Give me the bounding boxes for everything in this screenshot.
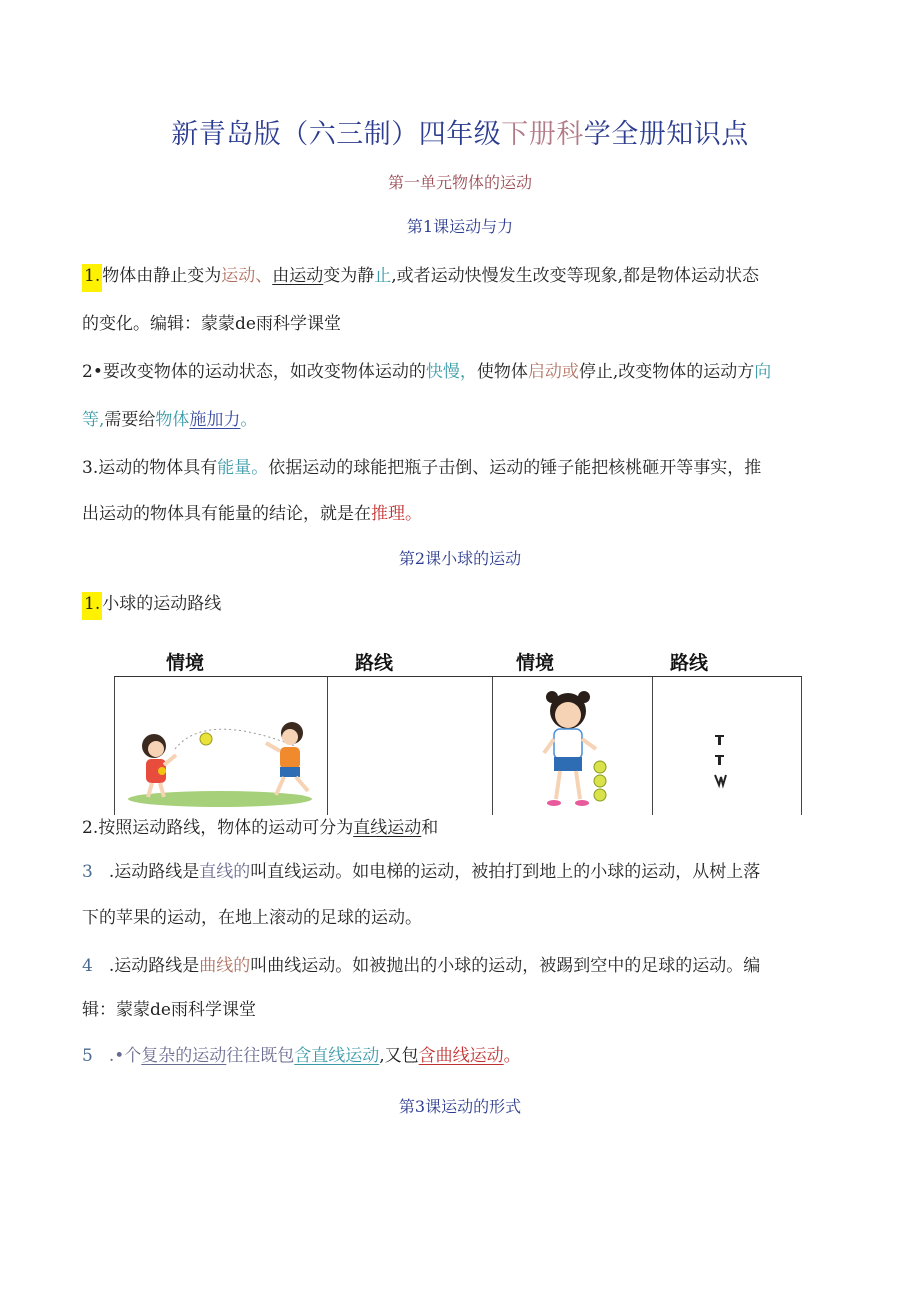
table-header-scene-1: 情境 xyxy=(166,653,205,674)
table-header-route-1: 路线 xyxy=(355,653,394,674)
vertical-route-marks xyxy=(714,733,728,791)
lesson2-point-5: 5 .•个复杂的运动往往既包含直线运动,又包含曲线运动。 xyxy=(82,1046,521,1066)
lesson1-point-2-line2: 等,需要给物体施加力。 xyxy=(82,410,258,430)
lesson1-point-3-line2: 出运动的物体具有能量的结论，就是在推理。 xyxy=(82,504,422,524)
unit-title: 第一单元物体的运动 xyxy=(387,173,532,192)
lesson1-point-1: 1. 物体由静止变为运动、由运动变为静止,或者运动快慢发生改变等现象,都是物体运动状态 xyxy=(82,252,842,300)
lesson1-point-1-line2: 的变化。编辑：蒙蒙de雨科学课堂 xyxy=(82,314,341,334)
lesson1-point-3: 3.运动的物体具有能量。依据运动的球能把瓶子击倒、运动的锤子能把核桃砸开等事实，推 xyxy=(82,458,762,478)
route-table xyxy=(114,676,802,815)
lesson2-point-1: 1. 小球的运动路线 xyxy=(82,580,842,628)
lesson2-point-3-line2: 下的苹果的运动，在地上滚动的足球的运动。 xyxy=(82,908,422,928)
lesson2-title: 第2课小球的运动 xyxy=(398,549,522,568)
lesson2-point-4: 4 .运动路线是曲线的叫曲线运动。如被抛出的小球的运动，被踢到空中的足球的运动。编 xyxy=(82,956,761,976)
lesson2-point-4-line2: 辑：蒙蒙de雨科学课堂 xyxy=(82,1000,256,1020)
girl-bouncing-ball-illustration xyxy=(512,683,648,813)
lesson2-point-2: 2.按照运动路线，物体的运动可分为直线运动和 xyxy=(82,818,439,838)
page-title: 新青岛版（六三制）四年级下册科学全册知识点 xyxy=(171,119,749,150)
lesson1-point-2: 2•要改变物体的运动状态，如改变物体运动的快慢，使物体启动或停止,改变物体的运动方向 xyxy=(82,362,772,382)
lesson1-title: 第1课运动与力 xyxy=(406,217,514,236)
kids-throwing-ball-illustration xyxy=(120,691,324,813)
table-header-route-2: 路线 xyxy=(670,653,709,674)
table-header-scene-2: 情境 xyxy=(516,653,555,674)
lesson3-title: 第3课运动的形式 xyxy=(398,1097,522,1116)
lesson2-point-3: 3 .运动路线是直线的叫直线运动。如电梯的运动，被拍打到地上的小球的运动，从树上落 xyxy=(82,862,761,882)
